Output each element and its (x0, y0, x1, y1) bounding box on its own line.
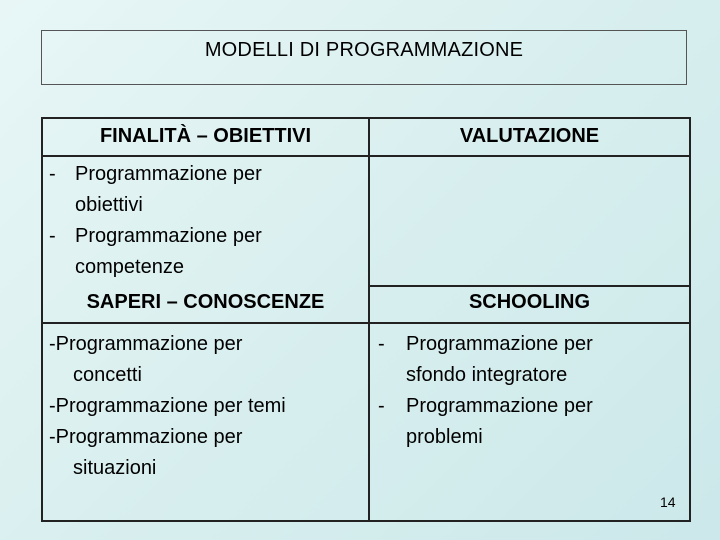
row-divider-top-right (370, 155, 689, 157)
list-item: -Programmazione per temi (49, 395, 286, 417)
header-schooling: SCHOOLING (468, 291, 591, 313)
header-finalita-obiettivi: FINALITÀ – OBIETTIVI (99, 125, 312, 147)
list-item: -Programmazione per concetti (49, 333, 243, 386)
header-saperi-conoscenze: SAPERI – CONOSCENZE (86, 291, 325, 313)
models-table (41, 117, 691, 522)
row-divider-mid-right (370, 285, 689, 287)
column-divider (368, 119, 370, 520)
list-item: - Programmazione per sfondo integratore (378, 333, 593, 386)
row-divider-top-left (43, 155, 368, 157)
page-number: 14 (660, 494, 676, 510)
list-item: - Programmazione per competenze (49, 225, 262, 278)
list-item: -Programmazione per situazioni (49, 426, 243, 479)
bottom-left-list (49, 329, 365, 484)
list-item: - Programmazione per problemi (378, 395, 593, 448)
slide-title: MODELLI DI PROGRAMMAZIONE (41, 30, 687, 85)
top-left-list (45, 159, 365, 283)
list-item: - Programmazione per obiettivi (49, 163, 262, 216)
bottom-right-list (378, 329, 684, 453)
header-valutazione: VALUTAZIONE (459, 125, 600, 147)
row-divider-bottom (43, 322, 689, 324)
